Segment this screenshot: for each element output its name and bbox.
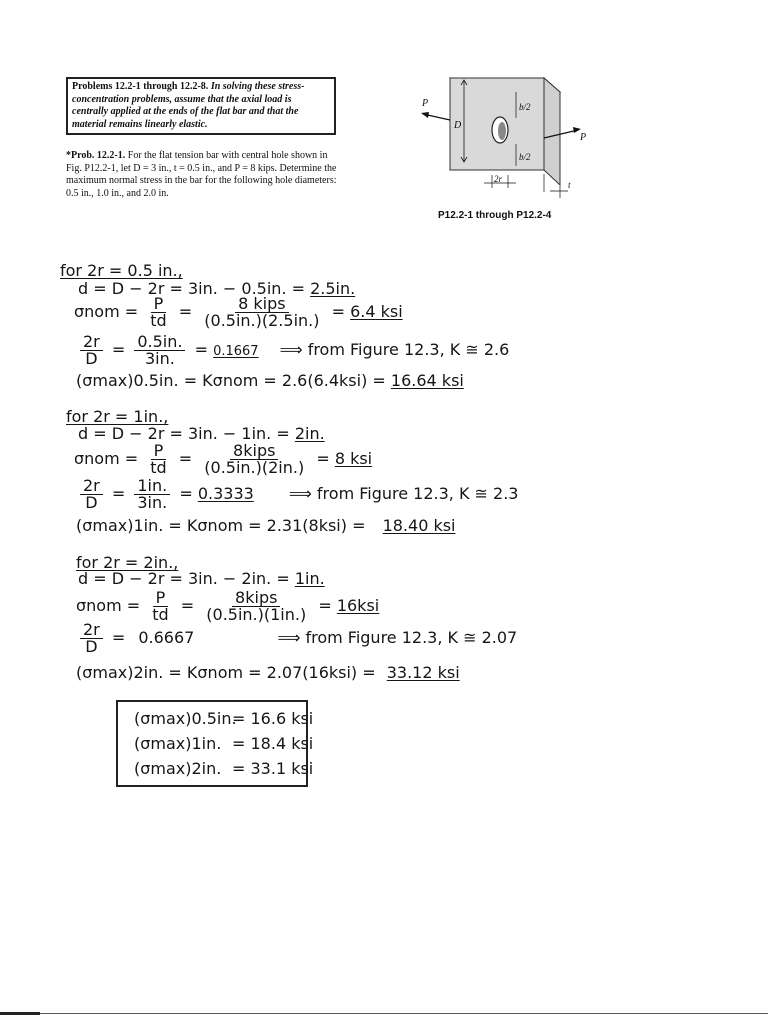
case3-d-result: 1in. bbox=[294, 569, 325, 588]
case3-snom-result: 16ksi bbox=[336, 596, 380, 615]
problem-statement bbox=[66, 150, 338, 200]
answer-row-2in: (σmax)2in. = 33.1 ksi bbox=[134, 759, 314, 778]
case1-heading: for 2r = 0.5 in., bbox=[60, 261, 183, 280]
case1-ratio-line: $\frac{2r}{D}$ = $\frac{0.5in.}{3in.}$ = 0.1667 ⟹ from Figure 12.3, K ≅ 2.6 bbox=[76, 334, 509, 367]
final-answer-box bbox=[116, 700, 314, 787]
answer-row-0p5in: (σmax)0.5in.= 16.6 ksi bbox=[134, 709, 314, 728]
case3-ratio-line: $\frac{2r}{D}$ = 0.6667 ⟹ from Figure 12.3, K ≅ 2.07 bbox=[76, 622, 517, 655]
case1-snom-line: σnom = $\frac{P}{td}$ = $\frac{\text{8 kips}}{(0.5in.)(2.5in.)}$ = 6.4 ksi bbox=[74, 294, 403, 330]
problem-instructions-box bbox=[66, 77, 336, 135]
case2-smax-line: (σmax)1in. = Kσnom = 2.31(8ksi) = 18.40 ksi bbox=[76, 516, 456, 535]
case1-snom-result: 6.4 ksi bbox=[350, 302, 403, 321]
case2-d-line: d = D − 2r = 3in. − 1in. = 2in. bbox=[78, 424, 325, 443]
scan-bottom-rule bbox=[0, 1013, 768, 1014]
label-t: t bbox=[568, 180, 571, 190]
bar-side-face bbox=[544, 78, 560, 185]
case1-ratio-value: 0.1667 bbox=[213, 344, 259, 359]
label-P-left: P bbox=[422, 98, 429, 109]
case2-d-result: 2in. bbox=[294, 424, 325, 443]
case3-ratio-value: 0.6667 bbox=[138, 628, 195, 647]
problem-text: For the flat tension bar with central hole shown in Fig. P12.2-1, let D = 3 in., t = 0.5 in., and P = 8 kips. Determine the maximum normal stress in the bar for the following hole diameters: 0.5 in., 1.0 in., and 2.0 in. bbox=[66, 150, 337, 199]
case2-ratio-line: $\frac{2r}{D}$ = $\frac{1in.}{3in.}$ = 0.3333 ⟹ from Figure 12.3, K ≅ 2.3 bbox=[76, 478, 518, 511]
case3-snom-line: σnom = $\frac{P}{td}$ = $\frac{\text{8kips}}{(0.5in.)(1in.)}$ = 16ksi bbox=[76, 588, 380, 624]
boxed-text: In solving these stress-concentration problems, assume that the axial load is centrally applied at the ends of the flat bar and that the material remains linearly elastic. bbox=[72, 81, 305, 130]
label-b2-bottom: b/2 bbox=[519, 152, 531, 162]
case3-smax-result: 33.12 ksi bbox=[386, 663, 460, 682]
case1-d-line: d = D − 2r = 3in. − 0.5in. = 2.5in. bbox=[78, 279, 356, 298]
scan-bottom-mark bbox=[0, 1012, 40, 1015]
case2-ratio-value: 0.3333 bbox=[197, 484, 254, 503]
case3-d-line: d = D − 2r = 3in. − 2in. = 1in. bbox=[78, 569, 325, 588]
label-D: D bbox=[454, 120, 462, 131]
case2-snom-line: σnom = $\frac{P}{td}$ = $\frac{\text{8kips}}{(0.5in.)(2in.)}$ = 8 ksi bbox=[74, 441, 373, 477]
label-P-right: P bbox=[580, 132, 587, 143]
case2-snom-result: 8 ksi bbox=[334, 449, 373, 468]
case3-smax-line: (σmax)2in. = Kσnom = 2.07(16ksi) = 33.12 ksi bbox=[76, 663, 460, 682]
boxed-heading: Problems 12.2-1 through 12.2-8. bbox=[72, 81, 209, 92]
label-2r: 2r bbox=[494, 174, 503, 184]
figure-caption: P12.2-1 through P12.2-4 bbox=[438, 210, 552, 221]
problem-label: *Prob. 12.2-1. bbox=[66, 150, 126, 161]
case1-smax-line: (σmax)0.5in. = Kσnom = 2.6(6.4ksi) = 16.64 ksi bbox=[76, 371, 464, 390]
case3-heading: for 2r = 2in., bbox=[76, 553, 179, 572]
label-b2-top: b/2 bbox=[519, 102, 531, 112]
case2-smax-result: 18.40 ksi bbox=[382, 516, 456, 535]
case2-heading: for 2r = 1in., bbox=[66, 407, 169, 426]
case1-smax-result: 16.64 ksi bbox=[390, 371, 464, 390]
case1-d-result: 2.5in. bbox=[310, 279, 356, 298]
flat-bar-figure bbox=[418, 70, 602, 205]
answer-row-1in: (σmax)1in. = 18.4 ksi bbox=[134, 734, 314, 753]
